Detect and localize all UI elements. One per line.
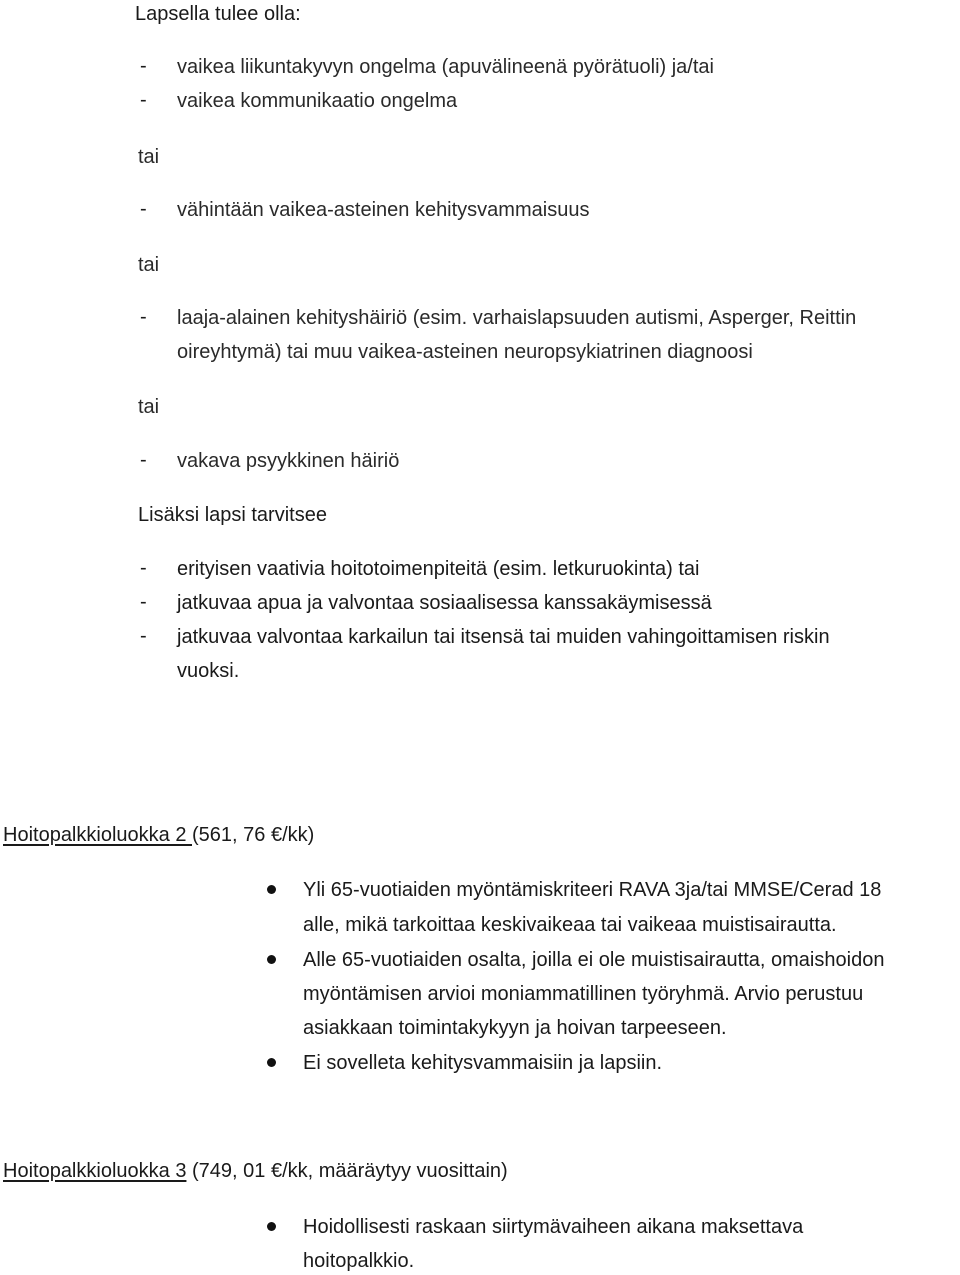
class2-bullet-text: alle, mikä tarkoittaa keskivaikeaa tai vaikeaa muistisairautta. [303, 914, 837, 936]
criteria-item: vähintään vaikea-asteinen kehitysvammaisuus [177, 199, 590, 221]
additional-item: jatkuvaa valvontaa karkailun tai itsensä tai muiden vahingoittamisen riskin [177, 626, 830, 648]
bullet-icon [267, 885, 276, 894]
bullet-icon [267, 955, 276, 964]
dash-marker: - [140, 198, 147, 220]
additional-title: Lisäksi lapsi tarvitsee [138, 504, 327, 526]
class3-bullet-text: Hoidollisesti raskaan siirtymävaiheen aikana maksettava [303, 1216, 804, 1238]
or-separator: tai [138, 254, 160, 276]
dash-marker: - [140, 625, 147, 647]
dash-marker: - [140, 306, 147, 328]
dash-marker: - [140, 55, 147, 77]
class2-bullet-text: Ei sovelleta kehitysvammaisiin ja lapsiin. [303, 1052, 663, 1074]
bullet-icon [267, 1058, 276, 1067]
criteria-item-continuation: oireyhtymä) tai muu vaikea-asteinen neuropsykiatrinen diagnoosi [177, 341, 753, 363]
additional-item: erityisen vaativia hoitotoimenpiteitä (esim. letkuruokinta) tai [177, 558, 700, 580]
bullet-icon [267, 1222, 276, 1231]
or-separator: tai [138, 396, 160, 418]
criteria-item: laaja-alainen kehityshäiriö (esim. varhaislapsuuden autismi, Asperger, Reittin [177, 307, 857, 329]
intro-title: Lapsella tulee olla: [135, 3, 301, 25]
class3-heading: Hoitopalkkioluokka 3 [3, 1160, 187, 1182]
dash-marker: - [140, 591, 147, 613]
criteria-item: vakava psyykkinen häiriö [177, 450, 400, 472]
additional-item: jatkuvaa apua ja valvontaa sosiaalisessa kanssakäymisessä [177, 592, 712, 614]
class2-bullet-text: Yli 65-vuotiaiden myöntämiskriteeri RAVA 3ja/tai MMSE/Cerad 18 [303, 879, 882, 901]
class2-bullet-text: asiakkaan toimintakykyyn ja hoivan tarpeeseen. [303, 1017, 727, 1039]
class2-amount: (561, 76 €/kk) [192, 824, 315, 846]
dash-marker: - [140, 449, 147, 471]
class2-heading: Hoitopalkkioluokka 2 [3, 824, 192, 846]
dash-marker: - [140, 557, 147, 579]
or-separator: tai [138, 146, 160, 168]
class3-bullet-text: hoitopalkkio. [303, 1250, 415, 1272]
criteria-item: vaikea kommunikaatio ongelma [177, 90, 458, 112]
class2-bullet-text: myöntämisen arvioi moniammatillinen työryhmä. Arvio perustuu [303, 983, 864, 1005]
criteria-item: vaikea liikuntakyvyn ongelma (apuvälineenä pyörätuoli) ja/tai [177, 56, 714, 78]
dash-marker: - [140, 89, 147, 111]
class2-heading-row [3, 823, 314, 847]
class3-heading-row [3, 1159, 508, 1183]
class3-amount: (749, 01 €/kk, määräytyy vuosittain) [186, 1160, 508, 1182]
additional-item-continuation: vuoksi. [177, 660, 240, 682]
class2-bullet-text: Alle 65-vuotiaiden osalta, joilla ei ole muistisairautta, omaishoidon [303, 949, 885, 971]
